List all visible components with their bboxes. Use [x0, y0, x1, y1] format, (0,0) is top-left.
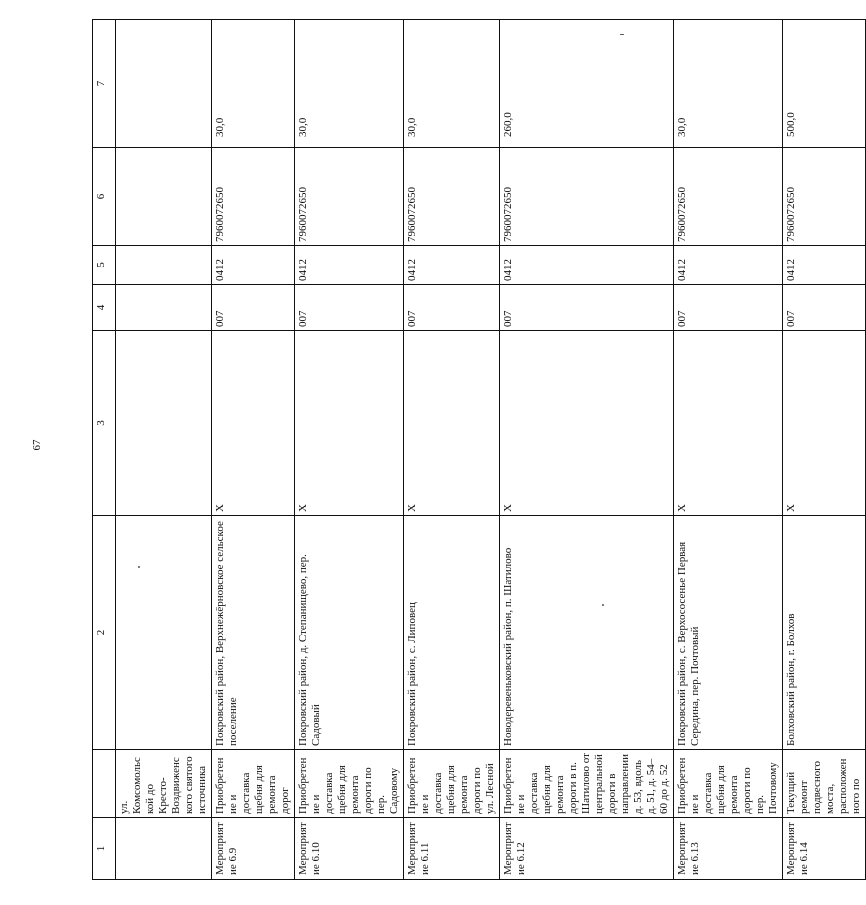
- cell-section: 0412: [404, 246, 500, 285]
- cell-description: Приобретение и доставка щебня для ремонта дороги по ул. Лесной: [404, 750, 500, 818]
- cell-amount: 30,0: [674, 20, 783, 148]
- budget-table: [92, 19, 866, 880]
- cell-code-007: 007: [500, 285, 674, 331]
- cell-measure-id: Мероприятие 6.10: [295, 818, 404, 880]
- cell-col3: X: [500, 331, 674, 516]
- cell-description: Приобретение и доставка щебня для ремонта дороги по пер. Почтовому: [674, 750, 783, 818]
- cell-code-007: 007: [295, 285, 404, 331]
- cell-description: Текущий ремонт подвесного моста, расположенного по: [783, 750, 866, 818]
- cell-code-007: [116, 285, 212, 331]
- table-row: [212, 20, 295, 880]
- rotated-table-container: [92, 20, 862, 880]
- cell-location: [116, 516, 212, 750]
- table-row: [500, 20, 674, 880]
- header-cell: 1: [93, 818, 116, 880]
- cell-amount: 30,0: [212, 20, 295, 148]
- cell-amount: 500,0: [783, 20, 866, 148]
- cell-target-code: 7960072650: [404, 148, 500, 246]
- header-cell: 5: [93, 246, 116, 285]
- table-row: [783, 20, 866, 880]
- cell-target-code: 7960072650: [295, 148, 404, 246]
- cell-measure-id: [116, 818, 212, 880]
- cell-col3: X: [404, 331, 500, 516]
- cell-target-code: 7960072650: [783, 148, 866, 246]
- cell-amount: 30,0: [404, 20, 500, 148]
- cell-target-code: 7960072650: [674, 148, 783, 246]
- cell-location: Покровский район, д. Степанищево, пер. Садовый: [295, 516, 404, 750]
- cell-target-code: 7960072650: [212, 148, 295, 246]
- cell-description: Приобретение и доставка щебня для ремонта дороги в п. Шатилово от центральной дороги в направлении д. 53, вдоль д. 51, д. 54–60 до д. 52: [500, 750, 674, 818]
- cell-section: 0412: [674, 246, 783, 285]
- cell-location: Новодеревеньковский район, п. Шатилово: [500, 516, 674, 750]
- cell-code-007: 007: [212, 285, 295, 331]
- cell-section: 0412: [783, 246, 866, 285]
- header-cell: 6: [93, 148, 116, 246]
- table-row: [674, 20, 783, 880]
- cell-section: 0412: [295, 246, 404, 285]
- cell-target-code: [116, 148, 212, 246]
- header-cell: [93, 750, 116, 818]
- cell-amount: 260,0: [500, 20, 674, 148]
- header-cell: 3: [93, 331, 116, 516]
- cell-measure-id: Мероприятие 6.12: [500, 818, 674, 880]
- table-row: [404, 20, 500, 880]
- cell-section: [116, 246, 212, 285]
- table-row: [295, 20, 404, 880]
- cell-amount: [116, 20, 212, 148]
- header-cell: 2: [93, 516, 116, 750]
- cell-col3: X: [212, 331, 295, 516]
- cell-location: Покровский район, с. Верхососенье Первая Середина, пер. Почтовый: [674, 516, 783, 750]
- cell-location: Покровский район, Верхнежёрновское сельское поселение: [212, 516, 295, 750]
- cell-code-007: 007: [783, 285, 866, 331]
- cell-measure-id: Мероприятие 6.9: [212, 818, 295, 880]
- header-row: [93, 20, 116, 880]
- cell-description: ул. Комсомольской до Кресто-Воздвиженского святого источника: [116, 750, 212, 818]
- cell-code-007: 007: [674, 285, 783, 331]
- cell-col3: X: [295, 331, 404, 516]
- cell-measure-id: Мероприятие 6.11: [404, 818, 500, 880]
- cell-section: 0412: [500, 246, 674, 285]
- cell-measure-id: Мероприятие 6.13: [674, 818, 783, 880]
- cell-target-code: 7960072650: [500, 148, 674, 246]
- cell-code-007: 007: [404, 285, 500, 331]
- table-body: [93, 20, 866, 880]
- cell-location: Покровский район, с. Липовец: [404, 516, 500, 750]
- cell-measure-id: Мероприятие 6.14: [783, 818, 866, 880]
- page-number: 67: [31, 439, 43, 451]
- table-row: [116, 20, 212, 880]
- cell-col3: [116, 331, 212, 516]
- cell-description: Приобретение и доставка щебня для ремонта дороги по пер. Садовому: [295, 750, 404, 818]
- header-cell: 4: [93, 285, 116, 331]
- cell-col3: X: [783, 331, 866, 516]
- header-cell: 7: [93, 20, 116, 148]
- cell-description: Приобретение и доставка щебня для ремонта дорог: [212, 750, 295, 818]
- cell-section: 0412: [212, 246, 295, 285]
- cell-amount: 30,0: [295, 20, 404, 148]
- cell-location: Болховский район, г. Болхов: [783, 516, 866, 750]
- cell-col3: X: [674, 331, 783, 516]
